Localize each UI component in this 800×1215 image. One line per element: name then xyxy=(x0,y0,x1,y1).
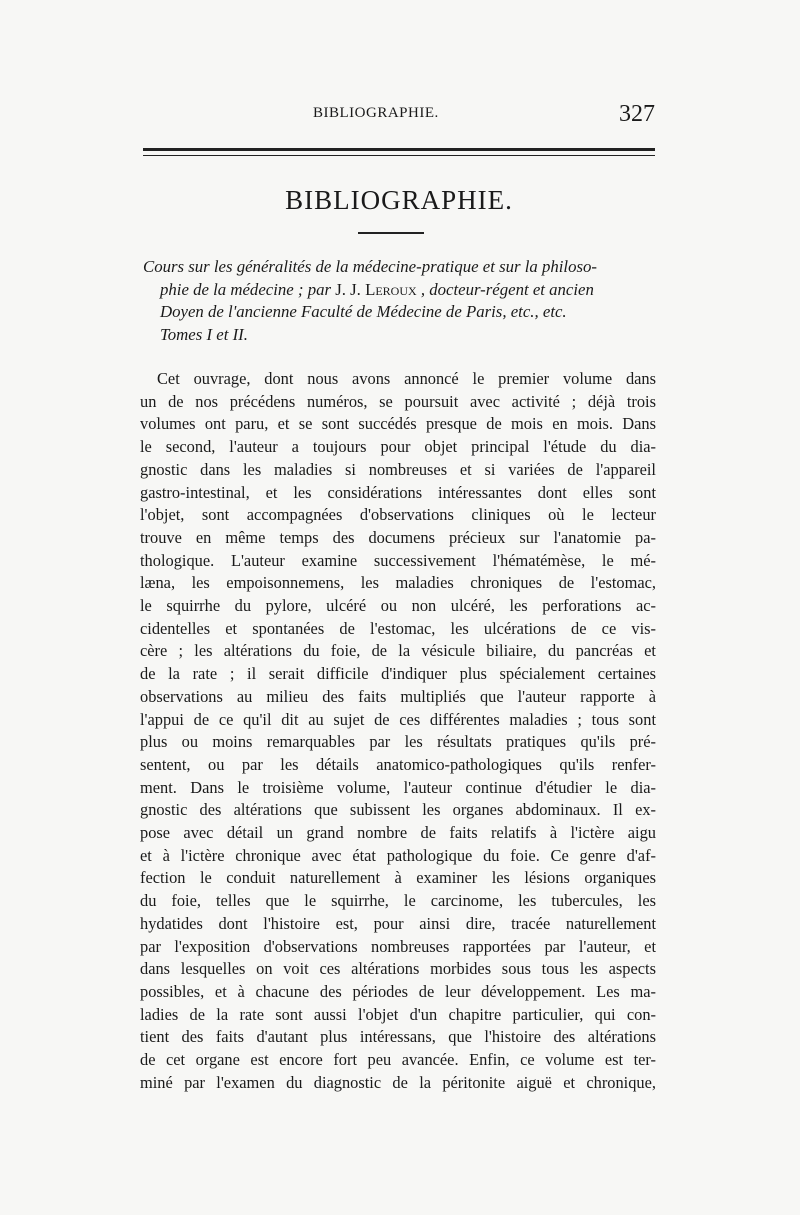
body-text-line: de la rate ; il serait difficile d'indiquer plus spécialement certaines xyxy=(140,664,656,684)
book-entry-line xyxy=(143,279,655,302)
body-text-line: de cet organe est encore fort peu avancée. Enfin, ce volume est ter- xyxy=(140,1050,656,1070)
book-entry-text: phie de la médecine ; par xyxy=(160,279,336,299)
body-text-line: ladies de la rate sont aussi l'objet d'un chapitre particulier, qui con- xyxy=(140,1004,656,1024)
body-text-line: miné par l'examen du diagnostic de la péritonite aiguë et chronique, xyxy=(140,1072,656,1092)
body-text-line: hydatides dont l'histoire est, pour ainsi dire, tracée naturellement xyxy=(140,913,656,933)
body-text-line: et à l'ictère chronique avec état pathologique du foie. Ce genre d'af- xyxy=(140,845,656,865)
book-entry-text: , docteur-régent et ancien xyxy=(416,279,594,299)
body-text-line: l'appui de ce qu'il dit au sujet de ces différentes maladies ; tous sont xyxy=(140,709,656,729)
body-text-line: dans lesquelles on voit ces altérations morbides sous tous les aspects xyxy=(140,959,656,979)
body-text-line: un de nos précédens numéros, se poursuit avec activité ; déjà trois xyxy=(140,391,656,411)
author-initials: J. J. xyxy=(335,279,366,299)
body-text-line: fection le conduit naturellement à examiner les lésions organiques xyxy=(140,868,656,888)
title-underline-rule xyxy=(358,232,424,234)
body-text-line: thologique. L'auteur examine successivement l'hématémèse, le mé- xyxy=(140,550,656,570)
body-text-line: volumes ont paru, et se sont succédés presque de mois en mois. Dans xyxy=(140,414,656,434)
running-head-title: BIBLIOGRAPHIE. xyxy=(313,105,439,121)
body-text-line: plus ou moins remarquables par les résultats pratiques qu'ils pré- xyxy=(140,732,656,752)
body-text-line: le squirrhe du pylore, ulcéré ou non ulcéré, les perforations ac- xyxy=(140,596,656,616)
body-text-line: gnostic dans les maladies si nombreuses et si variées de l'appareil xyxy=(140,459,656,479)
body-text-line: trouve en même temps des documens précieux sur l'anatomie pa- xyxy=(140,527,656,547)
body-text-line: par l'exposition d'observations nombreuses rapportées par l'auteur, et xyxy=(140,936,656,956)
book-entry xyxy=(143,256,655,346)
body-text-line: gnostic des altérations que subissent les organes abdominaux. Il ex- xyxy=(140,800,656,820)
body-text-line: cère ; les altérations du foie, de la vésicule biliaire, du pancréas et xyxy=(140,641,656,661)
body-text-line: le second, l'auteur a toujours pour objet principal l'étude du dia- xyxy=(140,437,656,457)
review-body-text xyxy=(140,368,656,1095)
body-text-line: gastro-intestinal, et les considérations intéressantes dont elles sont xyxy=(140,482,656,502)
body-text-line: du foie, telles que le squirrhe, le carcinome, les tubercules, les xyxy=(140,891,656,911)
body-text-line: l'objet, sont accompagnées d'observations cliniques où le lecteur xyxy=(140,505,656,525)
body-text-line: cidentelles et spontanées de l'estomac, les ulcérations de ce vis- xyxy=(140,618,656,638)
body-text-line: possibles, et à chacune des périodes de leur développement. Les ma- xyxy=(140,981,656,1001)
body-text-line: sentent, ou par les détails anatomico-pathologiques qu'ils renfer- xyxy=(140,754,656,774)
page-number: 327 xyxy=(619,101,655,127)
book-entry-line: Cours sur les généralités de la médecine-pratique et sur la philoso- xyxy=(143,257,597,276)
book-entry-line: Doyen de l'ancienne Faculté de Médecine de Paris, etc., etc. xyxy=(160,302,567,321)
body-text-line: læna, les empoisonnemens, les maladies chroniques de l'estomac, xyxy=(140,573,656,593)
body-text-line: observations au milieu des faits multipliés que l'auteur rapporte à xyxy=(140,686,656,706)
body-text-line: ment. Dans le troisième volume, l'auteur continue d'étudier le dia- xyxy=(140,777,656,797)
author-name: Leroux xyxy=(365,279,417,299)
running-head xyxy=(143,101,655,127)
body-text-line: pose avec détail un grand nombre de faits relatifs à l'ictère aigu xyxy=(140,823,656,843)
body-text-line: tient des faits d'autant plus intéressans, que l'histoire des altérations xyxy=(140,1027,656,1047)
body-text-line: Cet ouvrage, dont nous avons annoncé le premier volume dans xyxy=(157,369,656,388)
double-rule-divider xyxy=(143,148,655,156)
section-title: BIBLIOGRAPHIE. xyxy=(285,185,513,215)
book-entry-line: Tomes I et II. xyxy=(160,324,248,344)
